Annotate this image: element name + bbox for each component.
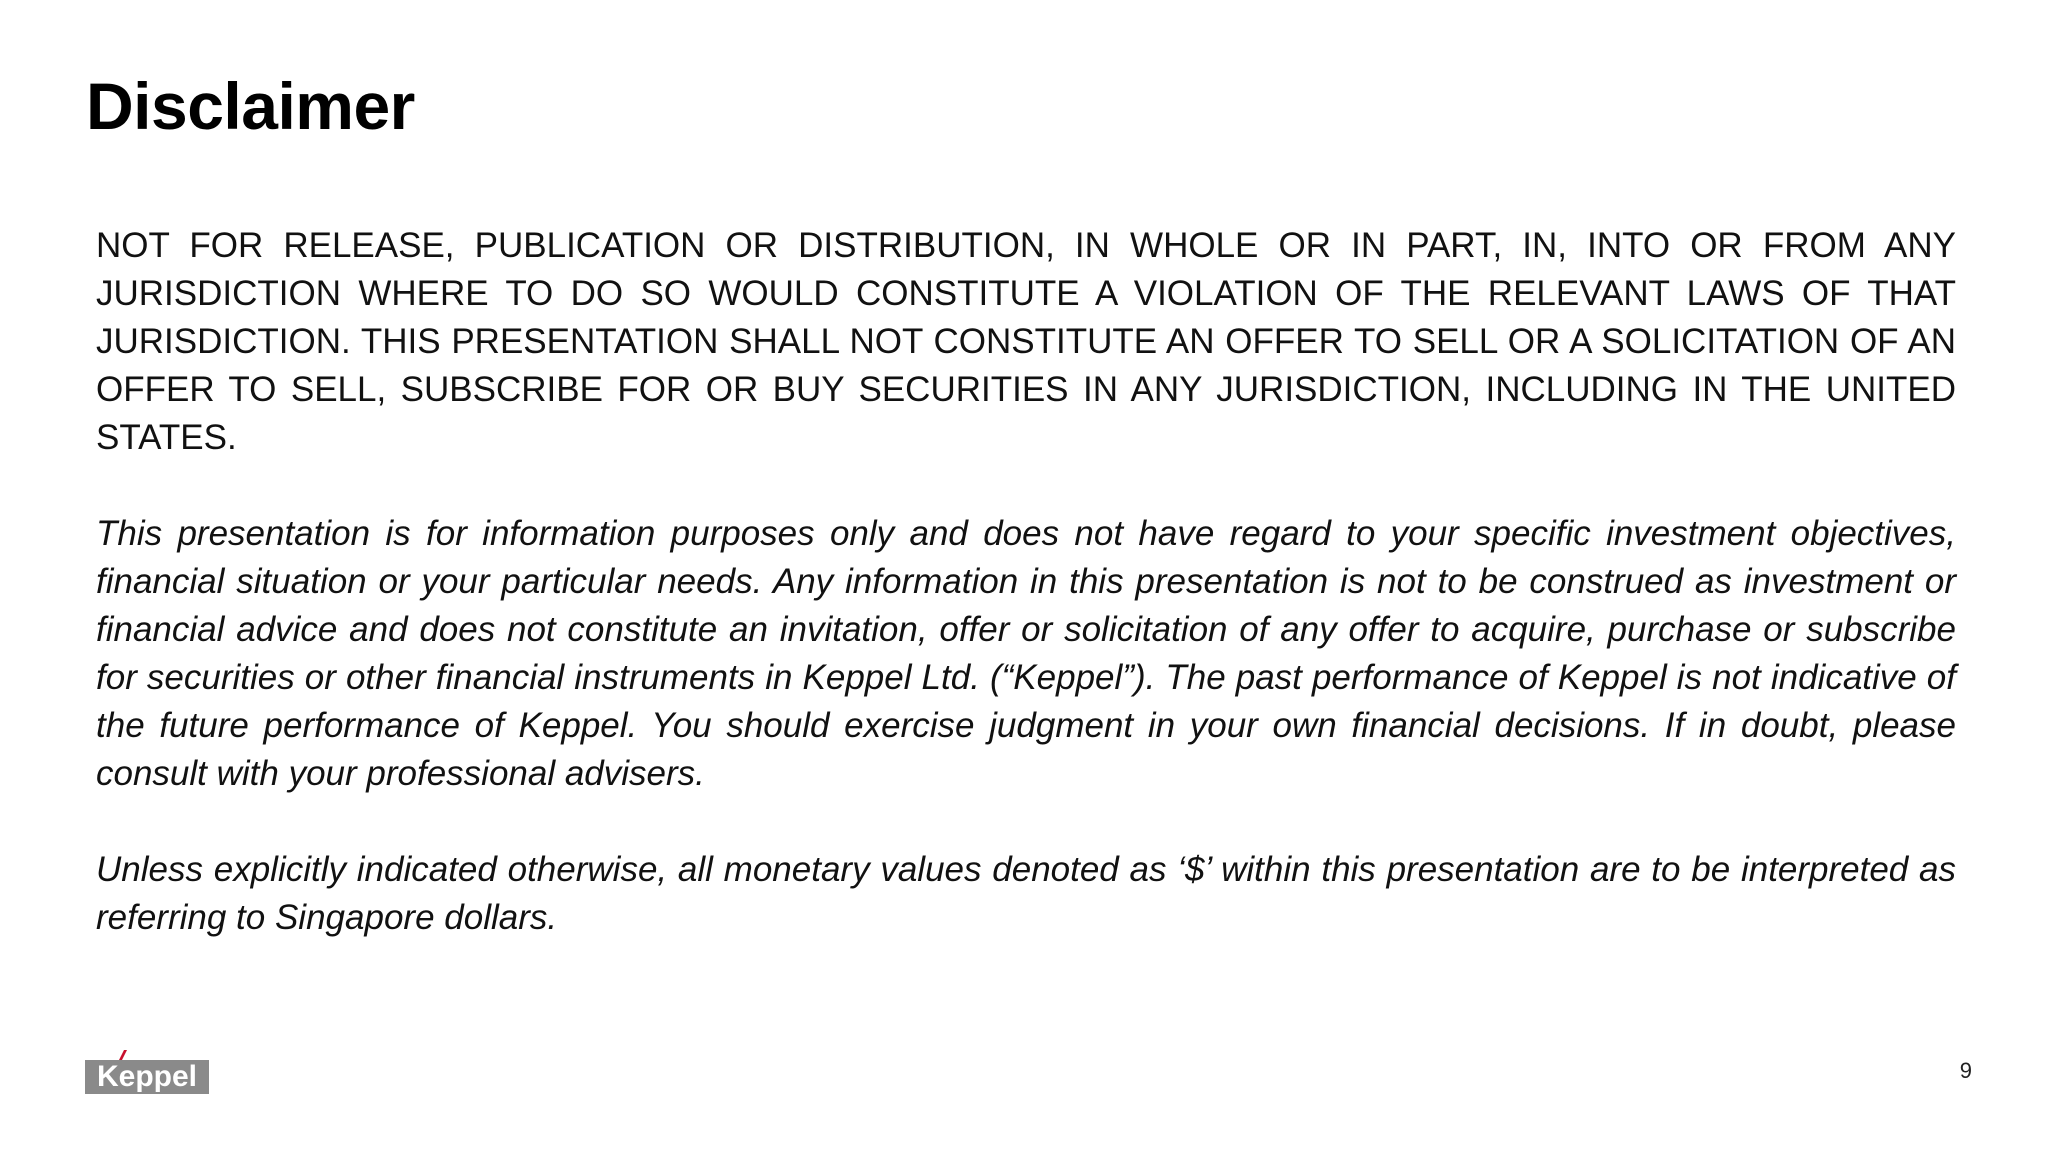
page-number: 9	[1959, 1058, 1972, 1083]
disclaimer-paragraph-2: This presentation is for information purposes only and does not have regard to your specific investment objectives, financial situation or your particular needs. Any information in this presentation is not to be construed as investment or financial advice and does not constitute an invitation, offer or solicitation of any offer to acquire, purchase or subscribe for securities or other financial instruments in Keppel Ltd. (“Keppel”). The past performance of Keppel is not indicative of the future performance of Keppel. You should exercise judgment in your own financial decisions. If in doubt, please consult with your professional advisers.	[96, 514, 1956, 793]
keppel-logo	[85, 1050, 209, 1094]
disclaimer-body	[96, 222, 1956, 990]
disclaimer-paragraph-3: Unless explicitly indicated otherwise, all monetary values denoted as ‘$’ within this presentation are to be interpreted as referring to Singapore dollars.	[96, 850, 1956, 937]
page-title: Disclaimer	[86, 69, 415, 143]
logo-wordmark: Keppel	[85, 1060, 209, 1094]
disclaimer-paragraph-1: NOT FOR RELEASE, PUBLICATION OR DISTRIBUTION, IN WHOLE OR IN PART, IN, INTO OR FROM ANY JURISDICTION WHERE TO DO SO WOULD CONSTITUTE A VIOLATION OF THE RELEVANT LAWS OF THAT JURISDICTION. THIS PRESENTATION SHALL NOT CONSTITUTE AN OFFER TO SELL OR A SOLICITATION OF AN OFFER TO SELL, SUBSCRIBE FOR OR BUY SECURITIES IN ANY JURISDICTION, INCLUDING IN THE UNITED STATES.	[96, 226, 1956, 457]
